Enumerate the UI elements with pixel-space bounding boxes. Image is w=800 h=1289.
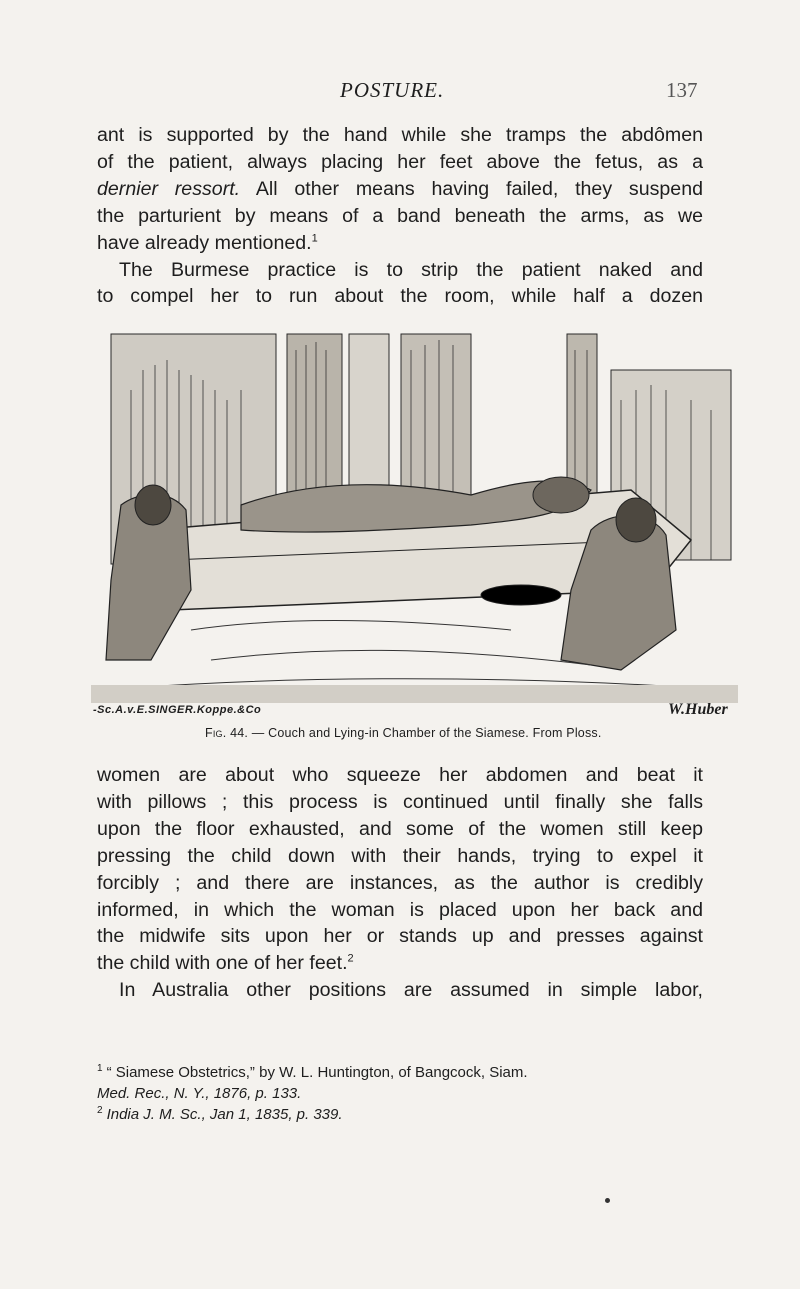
- text-line-last: [97, 950, 703, 977]
- footnote-text: India J. M. Sc., Jan 1, 1835, p. 339.: [106, 1106, 343, 1123]
- italic-phrase: dernier ressort.: [97, 177, 241, 200]
- text-line: upon the floor exhausted, and some of the women still keep: [97, 817, 703, 840]
- text-line: ant is supported by the hand while she tramps the abdômen: [97, 124, 703, 146]
- text-line: the parturient by means of a band beneath the arms, as we: [97, 204, 703, 227]
- text-fragment: have already mentioned.: [97, 231, 312, 254]
- figure-caption: [205, 726, 602, 740]
- figure-label: Fig. 44.: [205, 726, 249, 740]
- footnotes: [97, 1062, 717, 1125]
- running-title: POSTURE.: [340, 78, 445, 102]
- text-line: In Australia other positions are assumed in simple labor,: [119, 979, 703, 1002]
- footnote-text: “ Siamese Obstetrics,” by W. L. Huntington, of Bangcock, Siam.: [106, 1064, 528, 1081]
- text-line: informed, in which the woman is placed upon her back and: [97, 898, 703, 921]
- footnote-number: 2: [97, 1105, 103, 1116]
- page-number: 137: [666, 78, 698, 102]
- ink-speck: [605, 1198, 610, 1203]
- paragraph-burmese-cont: [97, 283, 703, 310]
- text-line: women are about who squeeze her abdomen and beat it: [97, 764, 703, 786]
- text-fragment: the child with one of her feet.: [97, 952, 348, 975]
- footnote-ref-2[interactable]: 2: [347, 952, 354, 965]
- paragraph-continued: [97, 762, 703, 977]
- text-line: the midwife sits upon her or stands up and presses against: [97, 925, 703, 948]
- paragraph-abdomen: [97, 122, 703, 257]
- footnote-number: 1: [97, 1063, 103, 1074]
- page-header: [0, 78, 800, 108]
- text-block-top: [97, 122, 703, 310]
- footnote-text: Med. Rec., N. Y., 1876, p. 133.: [97, 1085, 302, 1102]
- engraver-signature-right: W.Huber: [668, 701, 728, 718]
- text-line: with pillows ; this process is continued until finally she falls: [97, 790, 703, 813]
- paragraph-burmese: [97, 257, 703, 284]
- footnote-1-continuation: [97, 1083, 717, 1104]
- footnote-ref-1[interactable]: 1: [311, 232, 318, 245]
- engraver-signature-left: -Sc.A.v.E.SINGER.Koppe.&Co: [93, 704, 262, 716]
- text-line-last: [97, 230, 703, 257]
- text-line: The Burmese practice is to strip the patient naked and: [119, 258, 703, 281]
- paragraph-australia: [97, 977, 703, 1004]
- text-line: to compel her to run about the room, while half a dozen: [97, 285, 703, 308]
- text-line-italic-start: dernier ressort. All other means having failed, they suspend: [97, 177, 703, 200]
- text-line: of the patient, always placing her feet above the fetus, as a: [97, 150, 703, 173]
- text-block-bottom: [97, 762, 703, 1004]
- footnote-1: [97, 1062, 717, 1083]
- text-line: pressing the child down with their hands, trying to expel it: [97, 844, 703, 867]
- engraving-illustration: [91, 330, 738, 722]
- footnote-2: [97, 1104, 717, 1125]
- engraving-figure: [91, 330, 738, 722]
- figure-caption-text: — Couch and Lying-in Chamber of the Siamese. From Ploss.: [251, 726, 602, 740]
- text-line: forcibly ; and there are instances, as the author is credibly: [97, 871, 703, 894]
